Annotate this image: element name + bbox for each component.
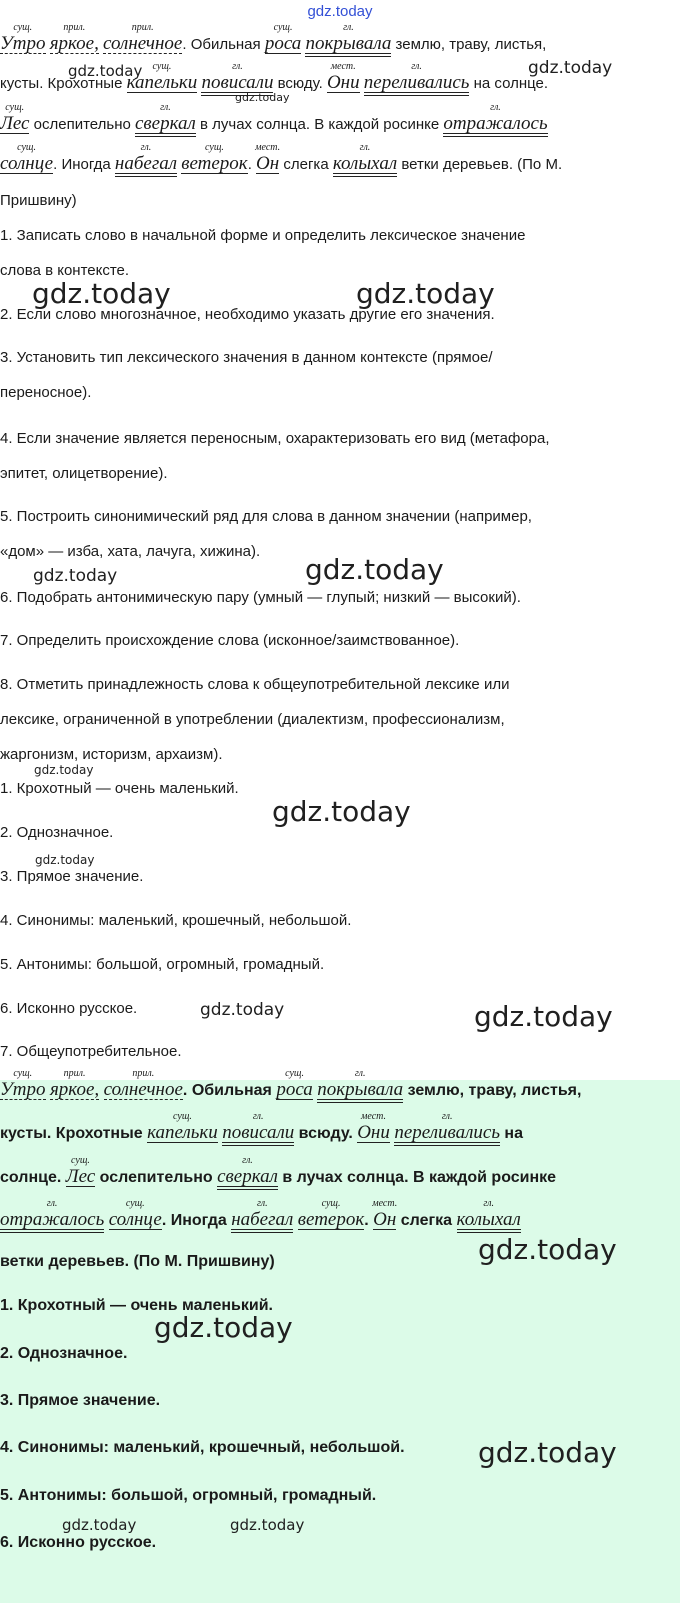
watermark[interactable]: gdz.today [478,1436,617,1469]
word-veterok: сущ. ветерок [181,142,248,174]
tag-verb: гл. [441,1111,453,1122]
instruction-line: лексике, ограниченной в употреблении (диалектизм, профессионализм, [0,711,505,728]
word-sverkal: гл. сверкал [217,1167,278,1190]
bold-text-line-1: сущ. Утро прил. яркое, прил. солнечное. Обильная сущ. роса гл. покрывала землю, траву, листья, [0,1080,581,1103]
word-povisali: гл. повисали [201,73,273,96]
instruction-line: слова в контексте. [0,262,130,279]
watermark[interactable]: gdz.today [478,1233,617,1266]
word-sverkal: гл. сверкал [135,114,196,137]
answer-line: 4. Синонимы: маленький, крошечный, небольшой. [0,912,352,929]
watermark[interactable]: gdz.today [200,1000,285,1020]
tag-verb: гл. [354,1068,366,1079]
instruction-line: 5. Построить синонимический ряд для слова в данном значении (например, [0,508,532,525]
tag-verb: гл. [140,142,152,153]
word-kapelki: сущ. капельки [147,1111,218,1143]
word-les: сущ. Лес [0,102,30,134]
watermark[interactable]: gdz.today [235,91,290,104]
word-utro: сущ. Утро [0,1068,46,1100]
bold-text-line-4: гл. отражалось сущ. солнце. Иногда гл. набегал сущ. ветерок. мест. Он слегка гл. колыхал [0,1210,521,1233]
tag-verb: гл. [160,102,171,113]
word-oni: мест. Они [326,61,360,93]
tag-verb: гл. [232,61,243,72]
word-yarkoe: прил. яркое, [49,1068,100,1100]
word-kolykhal: гл. колыхал [457,1210,521,1233]
tag-noun: сущ. [321,1198,341,1209]
word-solntse: сущ. солнце [108,1198,162,1230]
text-line-3: сущ. Лес ослепительно гл. сверкал в лучах солнца. В каждой росинке гл. отражалось [0,114,548,137]
word-veterok: сущ. ветерок [297,1198,365,1230]
watermark[interactable]: gdz.today [35,853,95,867]
answer-line: 6. Исконно русское. [0,1000,138,1017]
watermark[interactable]: gdz.today [62,1516,137,1534]
word-les: сущ. Лес [65,1155,96,1187]
text-line-4: сущ. солнце. Иногда гл. набегал сущ. ветерок. мест. Он слегка гл. колыхал ветки деревьев. (По М. [0,154,562,177]
tag-noun: сущ. [13,22,33,33]
answer-line: 1. Крохотный — очень маленький. [0,780,239,797]
word-on: мест. Он [372,1198,398,1230]
tag-noun: сущ. [17,142,36,153]
word-perelivalis: гл. переливались [364,73,470,96]
word-solnechnoe: прил. солнечное [103,1068,183,1100]
word-otrazhalos: гл. отражалось [443,114,547,137]
instruction-line: эпитет, олицетворение). [0,465,168,482]
tag-noun: сущ. [5,102,25,113]
instruction-line: 7. Определить происхождение слова (исконное/заимствованное). [0,632,460,649]
word-solntse: сущ. солнце [0,142,54,174]
watermark[interactable]: gdz.today [305,553,444,586]
bold-answer-line: 1. Крохотный — очень маленький. [0,1297,273,1314]
bold-answer-line: 5. Антонимы: большой, огромный, громадный. [0,1487,377,1504]
word-solnechnoe: прил. солнечное [103,22,183,54]
word-oni: мест. Они [357,1111,390,1143]
answer-line: 7. Общеупотребительное. [0,1043,182,1060]
tag-noun: сущ. [13,1068,33,1079]
tag-pron: мест. [372,1198,398,1209]
word-perelivalis: гл. переливались [394,1123,500,1146]
watermark[interactable]: gdz.today [474,1000,613,1033]
watermark[interactable]: gdz.today [32,277,171,310]
instruction-line: жаргонизм, историзм, архаизм). [0,746,223,763]
tag-adj: прил. [131,22,154,33]
tag-verb: гл. [242,1155,253,1166]
tag-verb: гл. [46,1198,58,1209]
word-kolykhal: гл. колыхал [333,154,397,177]
instruction-line: 2. Если слово многозначное, необходимо указать другие его значения. [0,306,495,323]
tag-verb: гл. [411,61,422,72]
bold-answer-line: 4. Синонимы: маленький, крошечный, небольшой. [0,1439,405,1456]
instruction-line: 6. Подобрать антонимическую пару (умный — глупый; низкий — высокий). [0,589,521,606]
watermark[interactable]: gdz.today [68,62,143,80]
site-title[interactable]: gdz.today [307,3,373,20]
tag-noun: сущ. [125,1198,145,1209]
word-nabegal: гл. набегал [231,1210,293,1233]
instruction-line: 4. Если значение является переносным, охарактеризовать его вид (метафора, [0,430,550,447]
watermark[interactable]: gdz.today [154,1311,293,1344]
instruction-line: 1. Записать слово в начальной форме и определить лексическое значение [0,227,526,244]
tag-noun: сущ. [205,142,224,153]
tag-verb: гл. [343,22,354,33]
word-otrazhalos: гл. отражалось [0,1210,104,1233]
bold-answer-line: 2. Однозначное. [0,1345,128,1362]
bold-text-line-3: солнце. сущ. Лес ослепительно гл. сверкал в лучах солнца. В каждой росинке [0,1167,556,1190]
tag-verb: гл. [483,1198,495,1209]
tag-noun: сущ. [152,61,172,72]
word-pokryvala: гл. покрывала [305,34,391,57]
watermark[interactable]: gdz.today [356,277,495,310]
answer-line: 2. Однозначное. [0,824,114,841]
answer-line: 3. Прямое значение. [0,868,144,885]
word-rosa: сущ. роса [264,22,302,54]
instruction-line: переносное). [0,384,92,401]
watermark[interactable]: gdz.today [528,58,613,78]
watermark[interactable]: gdz.today [230,1516,305,1534]
word-nabegal: гл. набегал [115,154,177,177]
word-rosa: сущ. роса [276,1068,313,1100]
word-povisali: гл. повисали [222,1123,294,1146]
tag-verb: гл. [359,142,371,153]
tag-adj: прил. [63,22,86,33]
tag-adj: прил. [132,1068,155,1079]
tag-verb: гл. [252,1111,264,1122]
tag-verb: гл. [256,1198,268,1209]
tag-pron: мест. [255,142,281,153]
watermark[interactable]: gdz.today [34,763,94,777]
text-line-2: кусты. Крохотные сущ. капельки гл. повисали всюду. мест. Они гл. переливались на солнце. [0,73,548,96]
tag-noun: сущ. [285,1068,304,1079]
tag-noun: сущ. [71,1155,90,1166]
tag-pron: мест. [330,61,356,72]
word-pokryvala: гл. покрывала [317,1080,403,1103]
instruction-line: «дом» — изба, хата, лачуга, хижина). [0,543,261,560]
bold-text-line-5: ветки деревьев. (По М. Пришвину) [0,1253,275,1270]
text-line-5: Пришвину) [0,192,77,209]
text-line-1: сущ. Утро прил. яркое, прил. солнечное. Обильная сущ. роса гл. покрывала землю, траву, листья, [0,34,546,57]
tag-noun: сущ. [273,22,293,33]
watermark[interactable]: gdz.today [33,566,118,586]
watermark[interactable]: gdz.today [272,795,411,828]
bold-answer-line: 6. Исконно русское. [0,1534,157,1551]
bold-text-line-2: кусты. Крохотные сущ. капельки гл. повисали всюду. мест. Они гл. переливались на [0,1123,523,1146]
tag-noun: сущ. [173,1111,192,1122]
tag-adj: прил. [63,1068,86,1079]
word-utro: сущ. Утро [0,22,46,54]
answer-line: 5. Антонимы: большой, огромный, громадный. [0,956,325,973]
instruction-line: 8. Отметить принадлежность слова к общеупотребительной лексике или [0,676,510,693]
tag-verb: гл. [490,102,501,113]
instruction-line: 3. Установить тип лексического значения в данном контексте (прямое/ [0,349,493,366]
word-yarkoe: прил. яркое, [49,22,99,54]
tag-pron: мест. [361,1111,387,1122]
bold-answer-line: 3. Прямое значение. [0,1392,161,1409]
word-kapelki: сущ. капельки [126,61,198,93]
word-on: мест. Он [255,142,281,174]
